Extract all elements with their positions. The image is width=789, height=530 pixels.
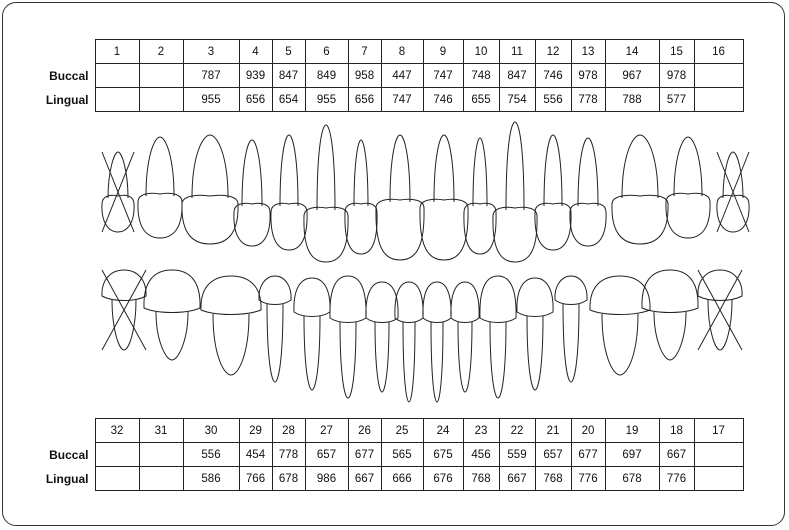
- tooth-crown: [717, 195, 749, 232]
- tooth-crown: [493, 207, 537, 262]
- tooth-root: [403, 322, 415, 402]
- tooth-number-cell: 18: [659, 419, 694, 443]
- lingual-cell: 678: [605, 467, 659, 491]
- buccal-cell: 657: [535, 443, 571, 467]
- tooth-root: [213, 314, 249, 375]
- lingual-cell: 656: [239, 88, 272, 112]
- buccal-cell: 697: [605, 443, 659, 467]
- lingual-cell: 766: [239, 467, 272, 491]
- tooth-root: [146, 137, 174, 196]
- buccal-cell: 847: [499, 64, 535, 88]
- lingual-cell: 577: [659, 88, 694, 112]
- tooth-number-cell: 26: [348, 419, 381, 443]
- tooth-root: [563, 304, 579, 382]
- lingual-cell: 556: [535, 88, 571, 112]
- tooth-root: [340, 322, 356, 398]
- buccal-label: Buccal: [49, 447, 89, 462]
- tooth-number-cell: 27: [305, 419, 348, 443]
- tooth-number-cell: 6: [305, 40, 348, 64]
- buccal-cell: 447: [381, 64, 423, 88]
- tooth-crown: [612, 195, 668, 244]
- lingual-label: Lingual: [45, 92, 89, 107]
- upper-tooth-2: [138, 137, 182, 238]
- tooth-number-cell: 13: [571, 40, 605, 64]
- lingual-cell: 768: [535, 467, 571, 491]
- tooth-number-cell: 5: [272, 40, 305, 64]
- tooth-root: [192, 135, 228, 198]
- tooth-root: [506, 122, 524, 210]
- lingual-cell: 776: [659, 467, 694, 491]
- tooth-crown: [102, 195, 134, 232]
- upper-tooth-11: [493, 122, 537, 262]
- lingual-cell: 986: [305, 467, 348, 491]
- buccal-cell: 667: [659, 443, 694, 467]
- buccal-cell: 456: [463, 443, 499, 467]
- upper-tooth-7: [345, 140, 377, 254]
- tooth-root: [280, 135, 298, 206]
- tooth-root: [317, 125, 335, 210]
- tooth-crown: [234, 203, 270, 246]
- tooth-number-cell: 24: [423, 419, 463, 443]
- tooth-root: [156, 312, 188, 360]
- tooth-number-cell: 20: [571, 419, 605, 443]
- lower-tooth-20: [555, 276, 587, 382]
- lower-tooth-27: [330, 276, 366, 398]
- tooth-number-cell: 15: [659, 40, 694, 64]
- tooth-crown: [345, 203, 377, 254]
- buccal-cell: 778: [272, 443, 305, 467]
- lingual-label: Lingual: [45, 471, 89, 486]
- tooth-root: [375, 322, 389, 392]
- upper-tooth-9: [420, 135, 468, 260]
- buccal-cell: 565: [381, 443, 423, 467]
- tooth-number-cell: 23: [463, 419, 499, 443]
- tooth-number-cell: 17: [694, 419, 743, 443]
- buccal-cell: 746: [535, 64, 571, 88]
- lower-tooth-17: [698, 270, 742, 350]
- tooth-root: [578, 138, 598, 206]
- tooth-number-cell: 12: [535, 40, 571, 64]
- lingual-cell: 666: [381, 467, 423, 491]
- tooth-number-cell: 1: [95, 40, 139, 64]
- lingual-cell: 656: [348, 88, 381, 112]
- tooth-crown: [271, 203, 307, 250]
- tooth-root: [473, 138, 487, 206]
- tooth-crown: [570, 203, 606, 246]
- tooth-number-cell: 16: [694, 40, 743, 64]
- lingual-cell: 754: [499, 88, 535, 112]
- tooth-crown: [420, 199, 468, 260]
- tooth-number-cell: 10: [463, 40, 499, 64]
- tooth-root: [267, 304, 283, 382]
- tooth-crown: [464, 203, 496, 254]
- lingual-cell: 667: [499, 467, 535, 491]
- lower-tooth-22: [480, 276, 516, 398]
- tooth-root: [458, 322, 472, 392]
- tooth-root: [304, 316, 320, 390]
- tooth-number-cell: 22: [499, 419, 535, 443]
- buccal-cell: 967: [605, 64, 659, 88]
- buccal-cell: 747: [423, 64, 463, 88]
- tooth-root: [674, 137, 702, 196]
- tooth-number-cell: 11: [499, 40, 535, 64]
- buccal-cell: 847: [272, 64, 305, 88]
- upper-tooth-8: [376, 135, 424, 260]
- tooth-number-cell: 7: [348, 40, 381, 64]
- tooth-number-cell: 3: [183, 40, 239, 64]
- tooth-crown: [535, 203, 571, 250]
- tooth-crown: [201, 276, 261, 315]
- tooth-root: [602, 314, 638, 375]
- tooth-crown: [451, 282, 479, 323]
- tooth-number-cell: 8: [381, 40, 423, 64]
- buccal-cell: 978: [659, 64, 694, 88]
- lower-tooth-26: [366, 282, 398, 392]
- tooth-crown: [517, 278, 553, 317]
- buccal-cell: 657: [305, 443, 348, 467]
- upper-tooth-3: [182, 135, 238, 244]
- tooth-number-cell: 2: [139, 40, 183, 64]
- lingual-cell: 747: [381, 88, 423, 112]
- tooth-number-cell: 14: [605, 40, 659, 64]
- buccal-label: Buccal: [49, 68, 89, 83]
- lower-tooth-29: [259, 276, 291, 382]
- upper-tooth-4: [234, 140, 270, 246]
- tooth-crown: [698, 270, 742, 301]
- tooth-crown: [144, 270, 200, 313]
- tooth-root: [622, 135, 658, 198]
- tooth-root: [390, 135, 410, 202]
- tooth-crown: [304, 207, 348, 262]
- tooth-number-cell: 32: [95, 419, 139, 443]
- tooth-crown: [423, 282, 451, 323]
- upper-tooth-6: [304, 125, 348, 262]
- lower-tooth-19: [590, 276, 650, 375]
- buccal-cell: 849: [305, 64, 348, 88]
- lower-tooth-28: [294, 278, 330, 390]
- tooth-crown: [294, 278, 330, 317]
- tooth-number-cell: 28: [272, 419, 305, 443]
- buccal-cell: 978: [571, 64, 605, 88]
- buccal-cell: 556: [183, 443, 239, 467]
- buccal-cell: 939: [239, 64, 272, 88]
- tooth-crown: [480, 276, 516, 323]
- buccal-cell: 787: [183, 64, 239, 88]
- lower-tooth-24: [423, 282, 451, 402]
- lower-tooth-31: [144, 270, 200, 360]
- tooth-crown: [555, 276, 587, 305]
- tooth-root: [654, 312, 686, 360]
- upper-tooth-13: [570, 138, 606, 246]
- tooth-root: [490, 322, 506, 398]
- upper-tooth-12: [535, 135, 571, 250]
- lower-tooth-30: [201, 276, 261, 375]
- tooth-number-cell: 30: [183, 419, 239, 443]
- tooth-crown: [330, 276, 366, 323]
- lingual-cell: 788: [605, 88, 659, 112]
- tooth-crown: [182, 195, 238, 244]
- tooth-number-cell: 29: [239, 419, 272, 443]
- tooth-root: [242, 140, 262, 206]
- tooth-number-cell: 21: [535, 419, 571, 443]
- tooth-crown: [376, 199, 424, 260]
- tooth-root: [434, 135, 454, 202]
- lingual-cell: 655: [463, 88, 499, 112]
- upper-tooth-5: [271, 135, 307, 250]
- upper-tooth-14: [612, 135, 668, 244]
- upper-tooth-16: [717, 152, 749, 232]
- buccal-cell: 748: [463, 64, 499, 88]
- lingual-cell: 586: [183, 467, 239, 491]
- lower-tooth-25: [395, 282, 423, 402]
- upper-tooth-1: [102, 152, 134, 232]
- tooth-root: [431, 322, 443, 402]
- lower-tooth-32: [102, 270, 146, 350]
- tooth-root: [354, 140, 368, 206]
- buccal-cell: 454: [239, 443, 272, 467]
- lingual-cell: 955: [305, 88, 348, 112]
- tooth-crown: [590, 276, 650, 315]
- lingual-cell: 955: [183, 88, 239, 112]
- lingual-cell: 654: [272, 88, 305, 112]
- tooth-number-cell: 25: [381, 419, 423, 443]
- tooth-crown: [102, 270, 146, 301]
- lingual-cell: 746: [423, 88, 463, 112]
- lower-tooth-23: [451, 282, 479, 392]
- tooth-crown: [259, 276, 291, 305]
- lingual-cell: 778: [571, 88, 605, 112]
- buccal-cell: 559: [499, 443, 535, 467]
- tooth-number-cell: 19: [605, 419, 659, 443]
- tooth-crown: [366, 282, 398, 323]
- tooth-crown: [395, 282, 423, 323]
- tooth-root: [544, 135, 562, 206]
- buccal-cell: 958: [348, 64, 381, 88]
- tooth-crown: [138, 193, 182, 238]
- lingual-cell: 667: [348, 467, 381, 491]
- lingual-cell: 776: [571, 467, 605, 491]
- lingual-cell: 678: [272, 467, 305, 491]
- lower-tooth-18: [642, 270, 698, 360]
- tooth-number-cell: 31: [139, 419, 183, 443]
- tooth-number-cell: 9: [423, 40, 463, 64]
- tooth-root: [527, 316, 543, 390]
- lower-tooth-21: [517, 278, 553, 390]
- buccal-cell: 677: [571, 443, 605, 467]
- upper-tooth-15: [666, 137, 710, 238]
- upper-tooth-10: [464, 138, 496, 254]
- buccal-cell: 677: [348, 443, 381, 467]
- tooth-number-cell: 4: [239, 40, 272, 64]
- buccal-cell: 675: [423, 443, 463, 467]
- lingual-cell: 676: [423, 467, 463, 491]
- lingual-cell: 768: [463, 467, 499, 491]
- tooth-crown: [666, 193, 710, 238]
